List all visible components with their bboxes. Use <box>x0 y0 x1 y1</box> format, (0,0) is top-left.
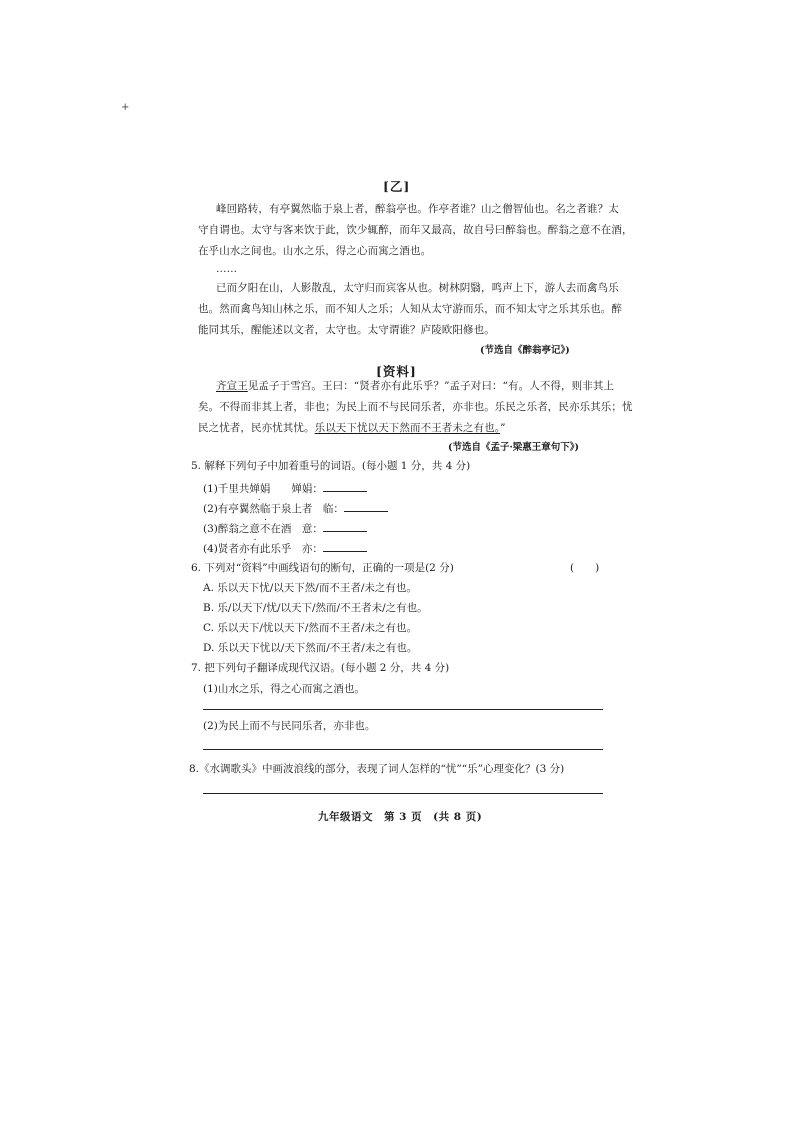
q5-item <box>203 520 367 536</box>
q5-item-text: (2)有亭翼然 <box>203 503 260 515</box>
passage-b-line: 在乎山水之间也。山水之乐，得之心而寓之酒也。 <box>198 245 432 257</box>
q5-item-text: (3)醉翁之 <box>203 523 250 535</box>
q5-emphasized-word: 意 <box>249 523 260 535</box>
answer-blank[interactable] <box>323 540 367 552</box>
q5-item-label: 婵娟： <box>270 483 323 495</box>
q5-item-text: (1)千里共 <box>203 483 250 495</box>
q5-item-label: 有此乐乎 亦： <box>249 543 323 555</box>
material-underlined-sentence: 乐以天下忧以天下然而不王者未之有也。 <box>314 422 501 434</box>
q6-stem: 6. 下列对“资料”中画线语句的断句，正确的一项是(2 分) <box>191 562 454 574</box>
corner-mark: + <box>121 102 130 113</box>
material-line: 矣。不得而非其上者，非也；为民上而不与民同乐者，亦非也。乐民之乐者，民亦乐其乐；忧 <box>198 401 633 413</box>
material-source: (节选自《孟子·梁惠王章句下》) <box>448 442 580 453</box>
q5-item <box>203 500 388 516</box>
answer-line[interactable] <box>203 709 603 710</box>
material-line <box>198 418 506 439</box>
q5-item <box>203 480 367 496</box>
q5-emphasized-word: 婵娟 <box>249 483 271 495</box>
q6-option-c[interactable]: C. 乐以天下/忧以天下/然而不王者/未之有也。 <box>203 622 417 634</box>
passage-b-heading: [乙] <box>383 179 411 194</box>
q5-item-text: (4)贤者 <box>203 543 239 555</box>
material-name-underlined: 齐宣王 <box>216 380 248 392</box>
passage-b-line: 能同其乐，醒能述以文者，太守也。太守谓谁？庐陵欧阳修也。 <box>198 324 495 336</box>
answer-line[interactable] <box>203 749 603 750</box>
material-text: 见孟子于雪宫。王曰：“贤者亦有此乐乎？”孟子对曰：“有。人不得，则非其上 <box>247 380 615 392</box>
q8-stem: 8.《水调歌头》中画波浪线的部分，表现了词人怎样的“忧”“乐”心理变化？(3 分) <box>189 763 565 775</box>
q6-option-b[interactable]: B. 乐/以天下/忧/以天下/然而/不王者未/之有也。 <box>203 602 428 614</box>
q5-item-label: 不在酒 意： <box>259 523 323 535</box>
q5-item-label: 于泉上者 临： <box>270 503 344 515</box>
q7-item: (1)山水之乐，得之心而寓之酒也。 <box>203 683 365 695</box>
q6-option-d[interactable]: D. 乐以天下忧以/天下然而/不王者/未之有也。 <box>203 642 418 654</box>
material-line <box>216 376 614 397</box>
material-heading: [资料] <box>376 364 417 379</box>
q7-item: (2)为民上而不与民同乐者，亦非也。 <box>203 720 376 732</box>
answer-blank[interactable] <box>323 480 367 492</box>
q6-option-a[interactable]: A. 乐以天下忧/以天下然/而不王者/未之有也。 <box>203 582 417 594</box>
answer-blank[interactable] <box>323 520 367 532</box>
answer-line[interactable] <box>203 793 603 794</box>
q7-stem: 7. 把下列句子翻译成现代汉语。(每小题 2 分，共 4 分) <box>191 662 450 674</box>
q5-stem: 5. 解释下列句子中加着重号的词语。(每小题 1 分，共 4 分) <box>191 460 471 472</box>
passage-b-ellipsis: …… <box>216 263 238 275</box>
q6-answer-paren[interactable]: ( ) <box>570 562 600 574</box>
passage-b-line: 峰回路转，有亭翼然临于泉上者，醉翁亭也。作亭者谁？山之僧智仙也。名之者谁？太 <box>216 203 619 215</box>
q5-emphasized-word: 亦 <box>238 543 250 555</box>
passage-b-line: 守自谓也。太守与客来饮于此，饮少辄醉，而年又最高，故自号曰醉翁也。醉翁之意不在酒， <box>198 224 633 236</box>
passage-b-line: 也。然而禽鸟知山林之乐，而不知人之乐；人知从太守游而乐，而不知太守之乐其乐也。醉 <box>198 303 622 315</box>
q5-item <box>203 540 367 556</box>
passage-b-line: 已而夕阳在山，人影散乱，太守归而宾客从也。树林阴翳，鸣声上下，游人去而禽鸟乐 <box>216 282 619 294</box>
q5-emphasized-word: 临 <box>259 503 271 515</box>
page-footer: 九年级语文 第 3 页 (共 8 页) <box>318 811 483 823</box>
material-text: 民之忧者，民亦忧其忧。 <box>198 422 315 434</box>
passage-b-source: (节选自《醉翁亭记》) <box>480 345 570 356</box>
material-text: ” <box>500 422 506 434</box>
answer-blank[interactable] <box>344 500 388 512</box>
